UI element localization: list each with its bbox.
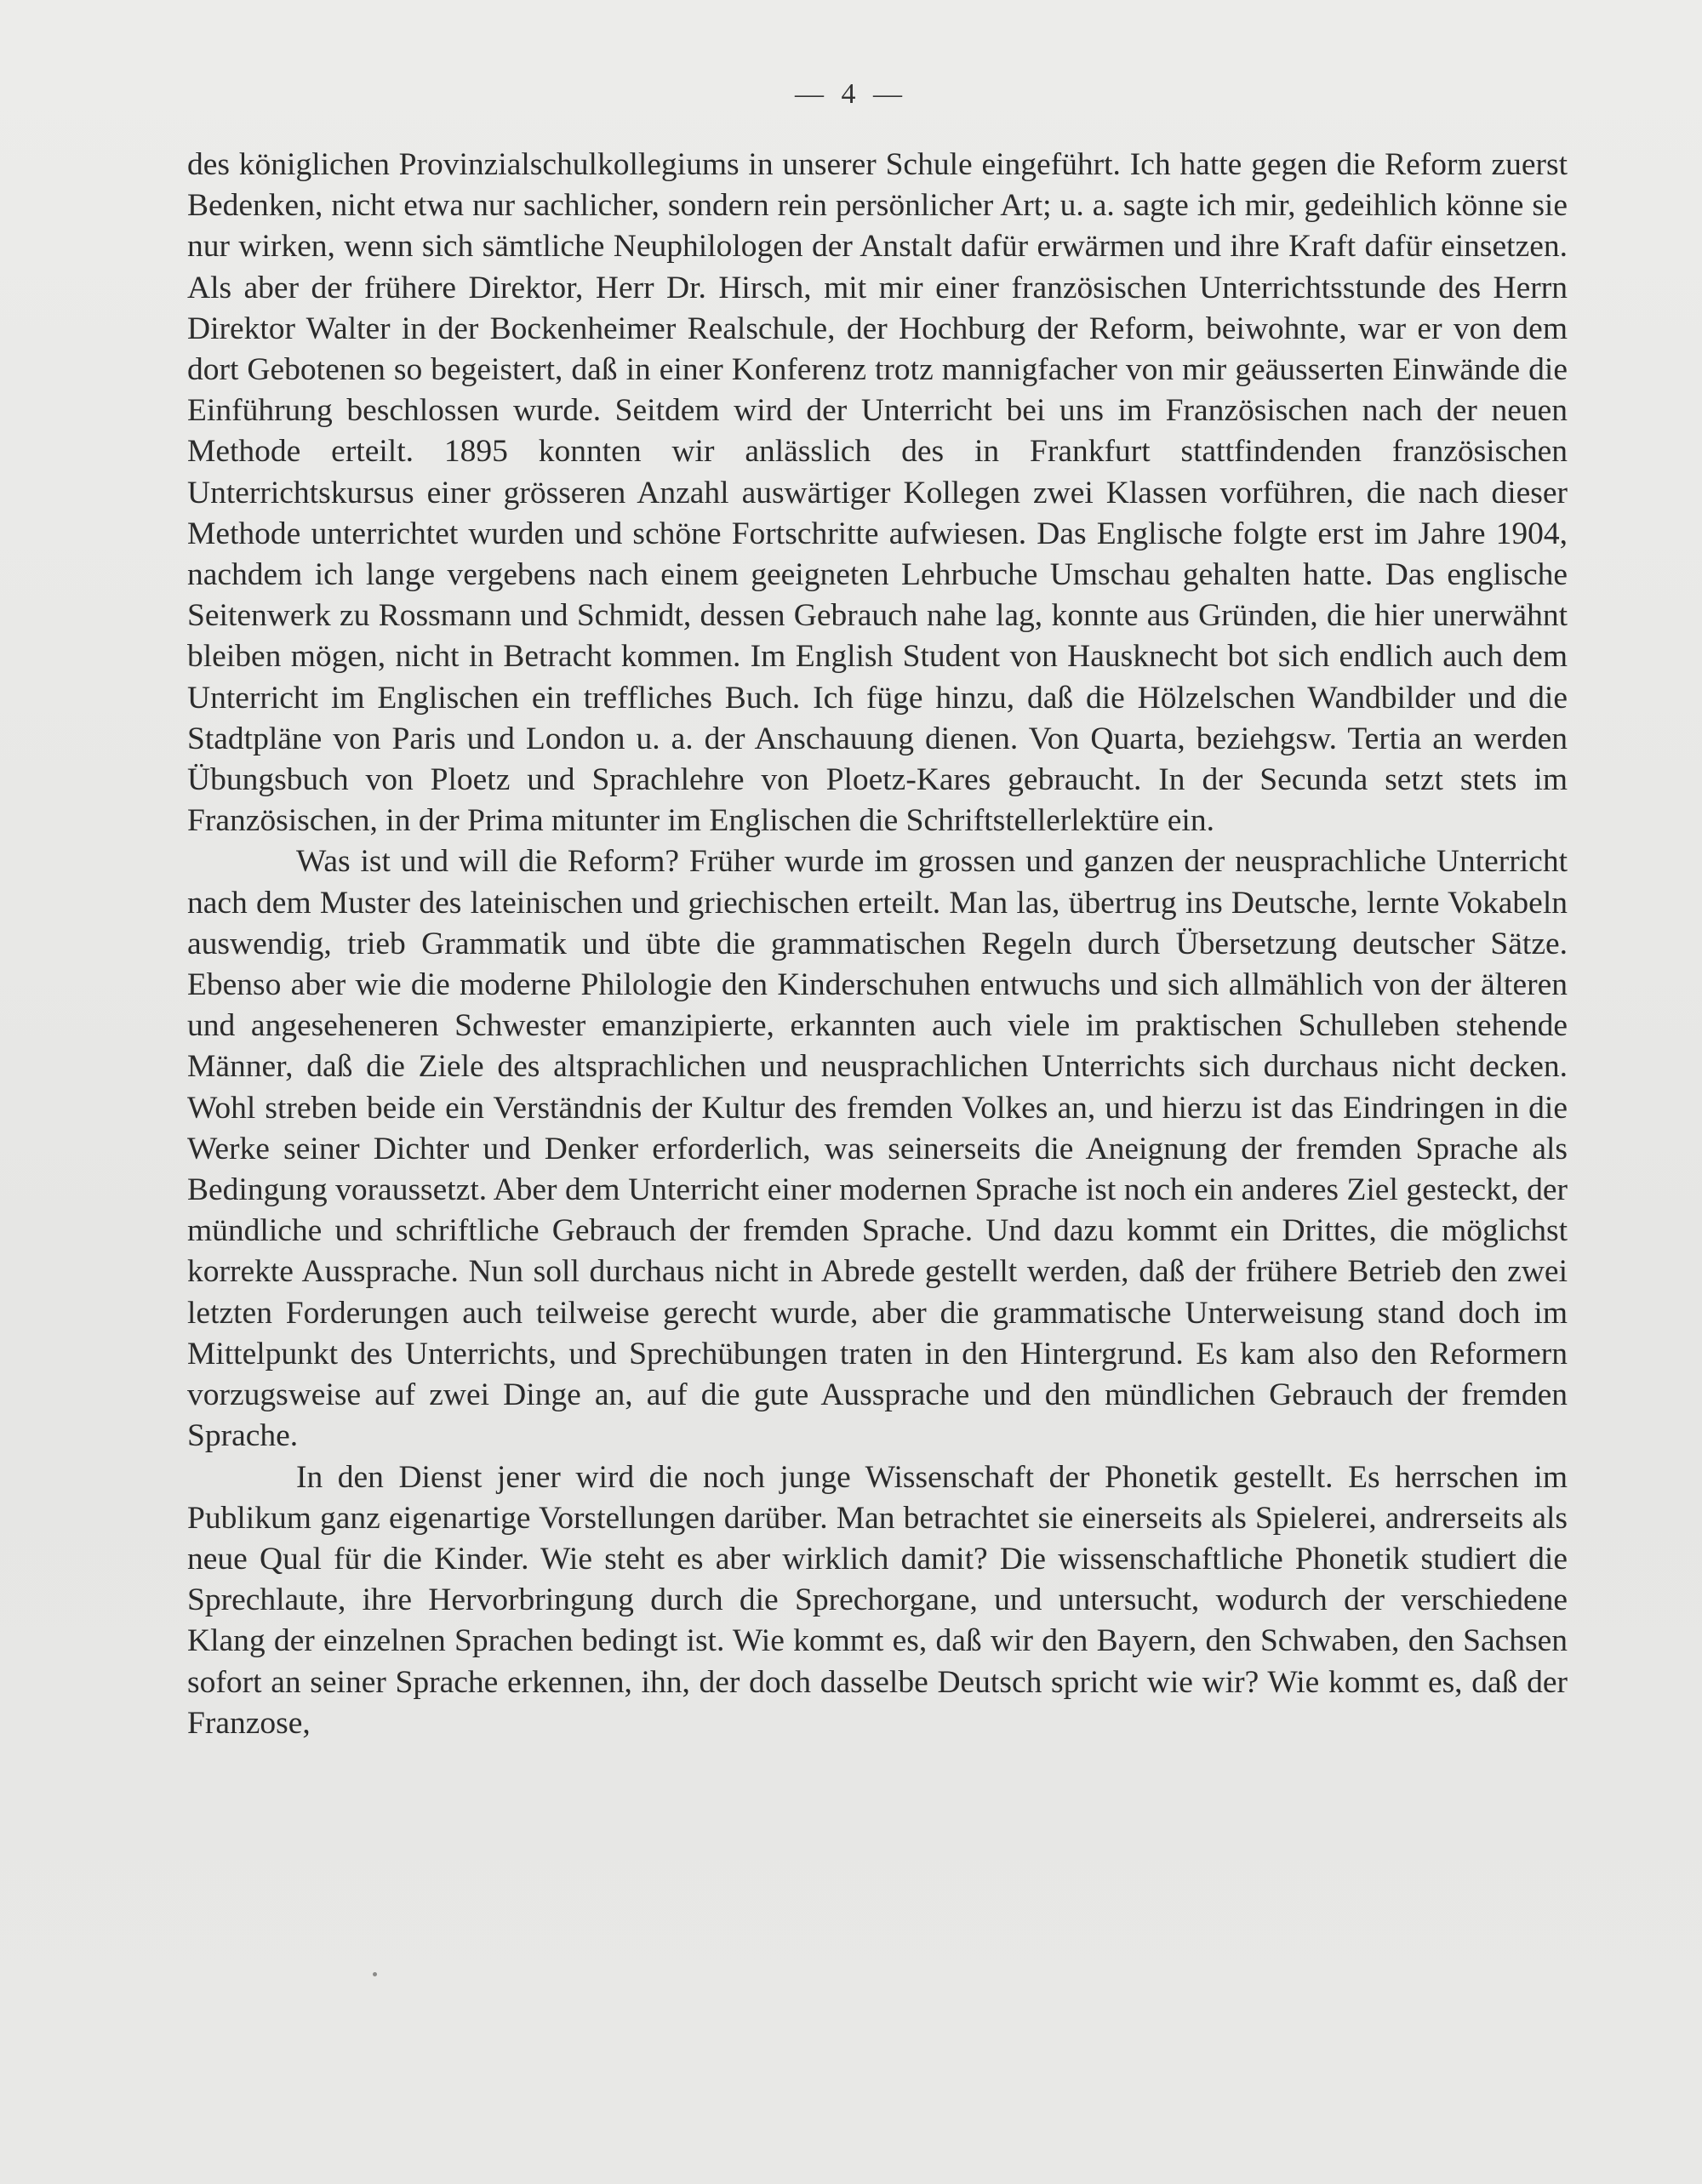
paper-speck: [373, 1972, 377, 1976]
paragraph-2: Was ist und will die Reform? Früher wurde im grossen und ganzen der neusprachliche Unterricht nach dem Muster des lateinischen und griechischen erteilt. Man las, übertrug ins Deutsche, lernte Vokabeln auswendig, trieb Grammatik und übte die grammatischen Regeln durch Übersetzung deutscher Sätze. Ebenso aber wie die moderne Philologie den Kinderschuhen entwuchs und sich allmählich von der älteren und angeseheneren Schwester emanzipierte, erkannten auch viele im praktischen Schulleben stehende Männer, daß die Ziele des altsprachlichen und neusprachlichen Unterrichts sich durchaus nicht decken. Wohl streben beide ein Verständnis der Kultur des fremden Volkes an, und hierzu ist das Eindringen in die Werke seiner Dichter und Denker erforderlich, was seinerseits die Aneignung der fremden Sprache als Bedingung voraussetzt. Aber dem Unterricht einer modernen Sprache ist noch ein anderes Ziel gesteckt, der mündliche und schriftliche Gebrauch der fremden Sprache. Und dazu kommt ein Drittes, die möglichst korrekte Aussprache. Nun soll durchaus nicht in Abrede gestellt werden, daß der frühere Betrieb den zwei letzten Forderungen auch teilweise gerecht wurde, aber die grammatische Unterweisung stand doch im Mittelpunkt des Unterrichts, und Sprechübungen traten in den Hintergrund. Es kam also den Reformern vorzugsweise auf zwei Dinge an, auf die gute Aussprache und den mündlichen Gebrauch der fremden Sprache.: [187, 844, 1568, 1454]
paragraph-3: In den Dienst jener wird die noch junge Wissenschaft der Phonetik gestellt. Es herrschen im Publikum ganz eigenartige Vorstellungen darüber. Man betrachtet sie einerseits als Spielerei, andrerseits als neue Qual für die Kinder. Wie steht es aber wirklich damit? Die wissenschaftliche Phonetik studiert die Sprechlaute, ihre Hervorbringung durch die Sprechorgane, und untersucht, wodurch der verschiedene Klang der einzelnen Sprachen bedingt ist. Wie kommt es, daß wir den Bayern, den Schwaben, den Sachsen sofort an seiner Sprache erkennen, ihn, der doch dasselbe Deutsch spricht wie wir? Wie kommt es, daß der Franzose,: [187, 1459, 1568, 1741]
paragraph-1: des königlichen Provinzialschulkollegiums in unserer Schule eingeführt. Ich hatte gegen die Reform zuerst Bedenken, nicht etwa nur sachlicher, sondern rein persönlicher Art; u. a. sagte ich mir, gedeihlich könne sie nur wirken, wenn sich sämtliche Neuphilologen der Anstalt dafür erwärmen und ihre Kraft dafür einsetzen. Als aber der frühere Direktor, Herr Dr. Hirsch, mit mir einer französischen Unterrichtsstunde des Herrn Direktor Walter in der Bockenheimer Realschule, der Hochburg der Reform, beiwohnte, war er von dem dort Gebotenen so begeistert, daß in einer Konferenz trotz mannigfacher von mir geäusserten Einwände die Einführung beschlossen wurde. Seitdem wird der Unterricht bei uns im Französischen nach der neuen Methode erteilt. 1895 konnten wir anlässlich des in Frankfurt stattfindenden französischen Unterrichtskursus einer grösseren Anzahl auswärtiger Kollegen zwei Klassen vorführen, die nach dieser Methode unterrichtet wurden und schöne Fortschritte aufwiesen. Das Englische folgte erst im Jahre 1904, nachdem ich lange vergebens nach einem geeigneten Lehrbuche Umschau gehalten hatte. Das englische Seitenwerk zu Rossmann und Schmidt, dessen Gebrauch nahe lag, konnte aus Gründen, die hier unerwähnt bleiben mögen, nicht in Betracht kommen. Im English Student von Hausknecht bot sich endlich auch dem Unterricht im Englischen ein treffliches Buch. Ich füge hinzu, daß die Hölzelschen Wandbilder und die Stadtpläne von Paris und London u. a. der Anschauung dienen. Von Quarta, beziehgsw. Tertia an werden Übungsbuch von Ploetz und Sprachlehre von Ploetz-Kares gebraucht. In der Secunda setzt stets im Französischen, in der Prima mitunter im Englischen die Schriftstellerlektüre ein.: [187, 147, 1568, 839]
page-number: — 4 —: [795, 78, 907, 110]
body-text: [187, 145, 1568, 1744]
